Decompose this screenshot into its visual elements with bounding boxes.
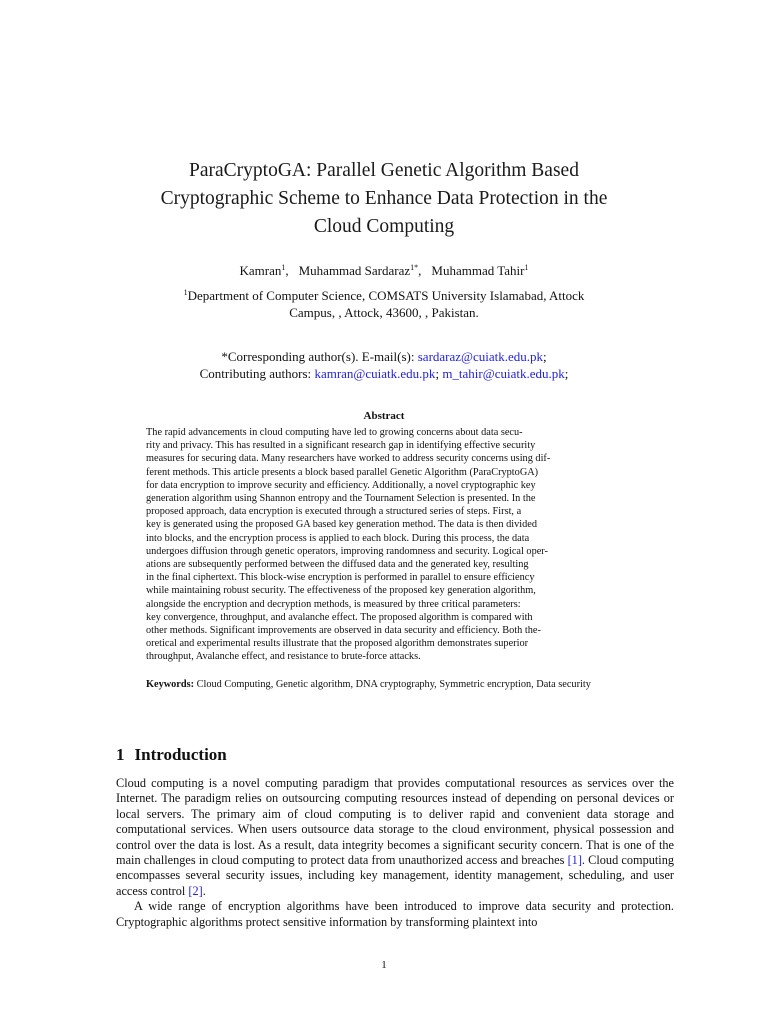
author-affil-mark: 1 xyxy=(281,263,286,272)
contributing-email-link[interactable]: kamran@cuiatk.edu.pk xyxy=(314,366,436,381)
abstract-line: other methods. Significant improvements are observed in data security and efficiency. Both the- xyxy=(146,625,541,637)
abstract-line: The rapid advancements in cloud computing have led to growing concerns about data secu- xyxy=(146,427,523,438)
punctuation: ; xyxy=(435,366,443,381)
author-affil-mark: 1* xyxy=(410,263,419,272)
corresponding-label: *Corresponding author(s). E-mail(s): xyxy=(221,349,418,364)
paragraph: A wide range of encryption algorithms have been introduced to improve data security and protection. Cryptographic algorithms protect sensitive information by transforming plaintext into xyxy=(116,899,674,929)
citation-link[interactable]: [1] xyxy=(567,853,582,868)
abstract-line: measures for securing data. Many researchers have worked to address security concerns using dif- xyxy=(146,453,551,465)
contributing-email-link[interactable]: m_tahir@cuiatk.edu.pk xyxy=(442,366,565,381)
page-number: 1 xyxy=(381,959,387,971)
citation-link[interactable]: [2] xyxy=(188,883,203,898)
paragraph-text: Cloud computing is a novel computing paradigm that provides computational resources as services over the Internet. The paradigm relies on outsourcing computing resources instead of depending on personal devices or local servers. The primary aim of cloud computing is to deliver rapid and convenient data storage and computational services. When users outsource data storage to the cloud environment, physical possession and control over the data is lost. As a result, data integrity becomes a significant security concern. That is one of the main challenges in cloud computing to protect data from unauthorized access and breaches xyxy=(116,776,674,868)
abstract-line: proposed approach, data encryption is executed through a structured series of steps. First, a xyxy=(146,506,522,518)
contact-block xyxy=(100,348,668,382)
abstract-heading: Abstract xyxy=(363,410,405,422)
author-name: Muhammad Sardaraz xyxy=(298,263,411,278)
punctuation: ; xyxy=(543,349,547,364)
author-name: Muhammad Tahir xyxy=(431,263,525,278)
title-line: Cryptographic Scheme to Enhance Data Protection in the xyxy=(160,188,608,209)
section-heading xyxy=(116,745,227,765)
abstract-line: generation algorithm using Shannon entropy and the Tournament Selection is presented. In the xyxy=(146,493,536,505)
abstract-line: rity and privacy. This has resulted in a significant research gap in identifying effective security xyxy=(146,440,536,452)
abstract-line: in the final ciphertext. This block-wise encryption is performed in parallel to ensure efficiency xyxy=(146,572,535,584)
introduction-body xyxy=(116,776,674,930)
paper-title xyxy=(100,157,668,241)
affiliation-line: Campus, , Attock, 43600, , Pakistan. xyxy=(289,304,479,320)
paragraph xyxy=(116,776,674,899)
keywords-list: Cloud Computing, Genetic algorithm, DNA cryptography, Symmetric encryption, Data security xyxy=(194,679,591,690)
abstract-line: ferent methods. This article presents a block based parallel Genetic Algorithm (ParaCryptoGA) xyxy=(146,466,539,478)
affiliation-line: Department of Computer Science, COMSATS University Islamabad, Attock xyxy=(187,288,585,303)
abstract-line: alongside the encryption and decryption methods, is measured by three critical parameters: xyxy=(146,598,521,610)
paragraph-text: . Cloud computing encompasses several security issues, including key management, identity management, scheduling, and user access control xyxy=(116,853,674,898)
corresponding-author-line xyxy=(100,348,668,365)
title-line: ParaCryptoGA: Parallel Genetic Algorithm Based xyxy=(189,160,579,181)
abstract-line: oretical and experimental results illustrate that the proposed algorithm demonstrates superior xyxy=(146,638,529,650)
abstract-line: for data encryption to improve security and efficiency. Additionally, a novel cryptographic key xyxy=(146,479,536,491)
contributing-label: Contributing authors: xyxy=(199,366,315,381)
abstract-line: undergoes diffusion through genetic operators, improving randomness and security. Logical oper- xyxy=(146,545,548,557)
abstract-line: while maintaining robust security. The effectiveness of the proposed key generation algorithm, xyxy=(146,585,536,597)
abstract-line: ations are subsequently performed between the diffused data and the generated key, resulting xyxy=(146,559,529,571)
contributing-authors-line xyxy=(100,365,668,382)
abstract-line: key is generated using the proposed GA based key generation method. The data is then divided xyxy=(146,519,537,531)
abstract-body xyxy=(146,426,644,664)
affiliation xyxy=(140,288,628,321)
punctuation: ; xyxy=(564,366,569,381)
author-name: Kamran xyxy=(239,263,282,278)
abstract-line: into blocks, and the encryption process is applied to each block. During this process, the data xyxy=(146,532,530,544)
keywords xyxy=(146,679,644,692)
section-title: Introduction xyxy=(134,745,227,764)
title-line: Cloud Computing xyxy=(313,216,455,237)
author-list: Kamran$^1$, Muhammad Sardaraz$^{1*}$, Muhammad Tahir$^1$ xyxy=(239,263,529,278)
abstract-line: key convergence, throughput, and avalanche effect. The proposed algorithm is compared with xyxy=(146,611,533,623)
affiliation-mark: 1 xyxy=(183,288,188,297)
abstract-line: throughput, Avalanche effect, and resistance to brute-force attacks. xyxy=(146,651,421,663)
section-number: 1 xyxy=(116,745,125,764)
keywords-label: Keywords: xyxy=(146,679,195,690)
author-affil-mark: 1 xyxy=(524,263,529,272)
paragraph-text: . xyxy=(202,883,206,898)
corresponding-email-link[interactable]: sardaraz@cuiatk.edu.pk xyxy=(417,349,544,364)
